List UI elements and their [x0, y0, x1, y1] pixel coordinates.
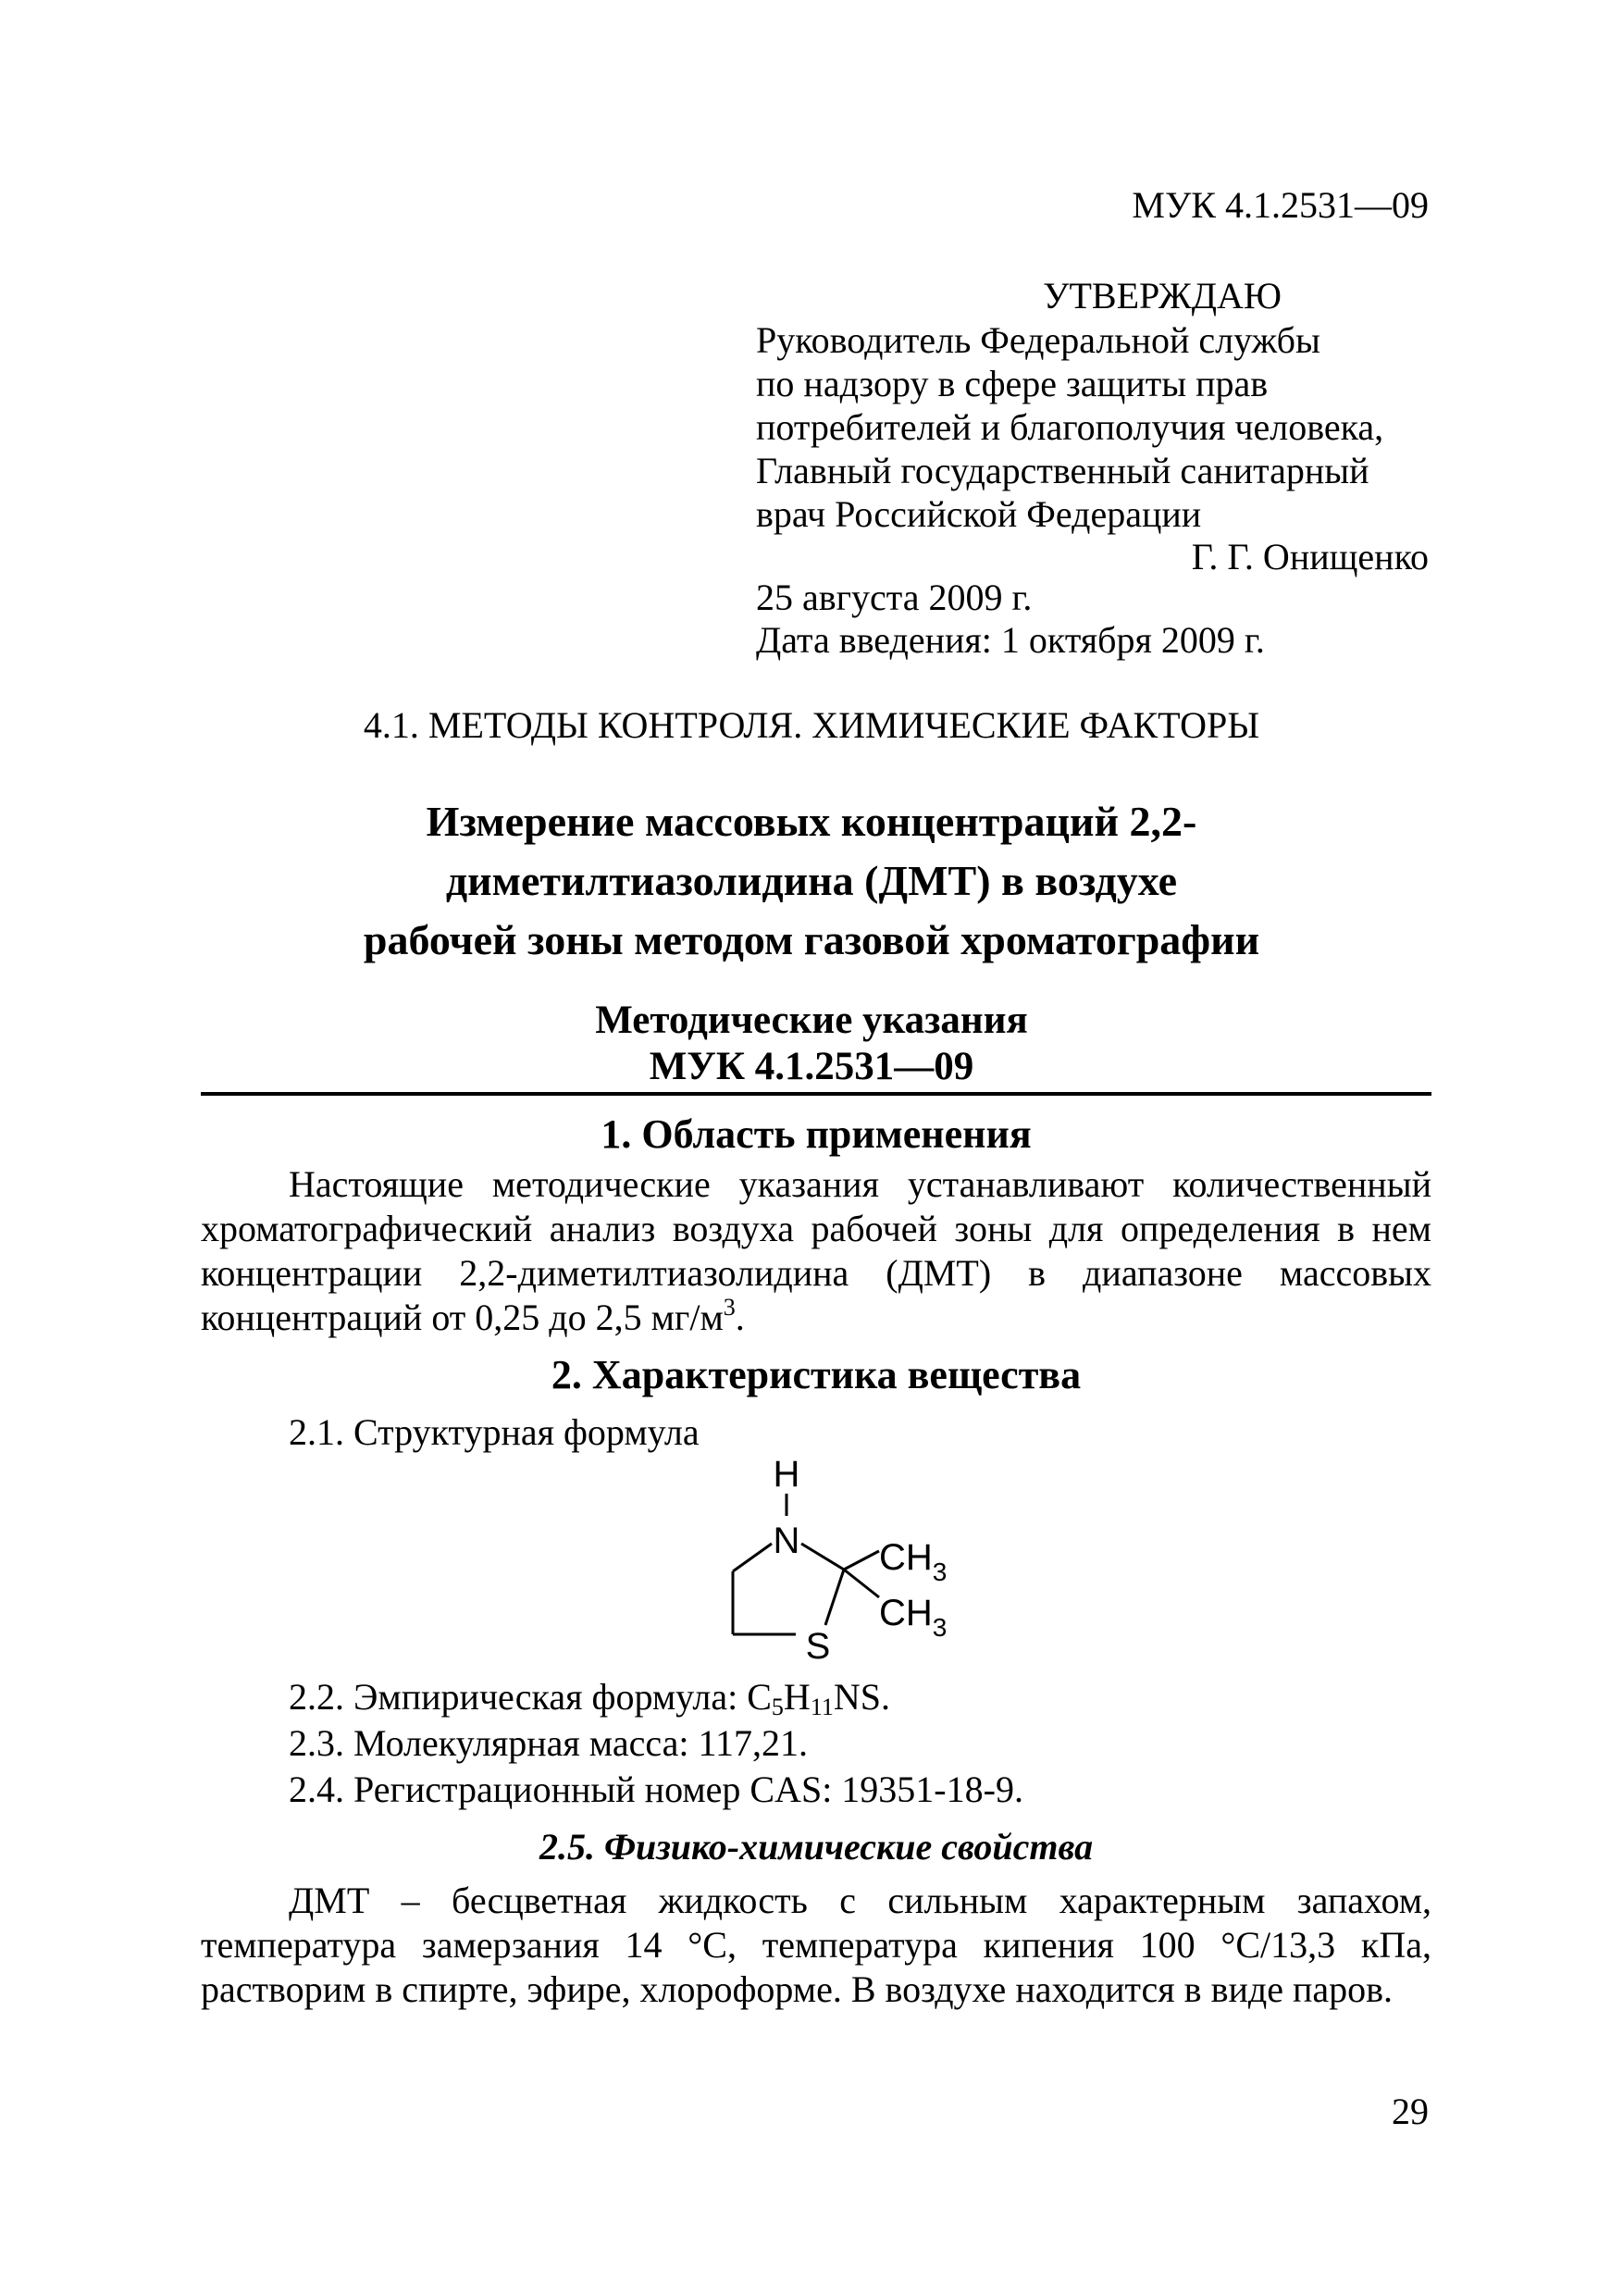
empirical-end: NS.: [833, 1676, 890, 1718]
subtitle-line: МУК 4.1.2531—09: [649, 1045, 974, 1088]
page-number: 29: [1392, 2091, 1429, 2132]
item-molecular-mass: 2.3. Молекулярная масса: 117,21.: [289, 1722, 808, 1764]
subtitle-line: Методические указания: [595, 999, 1028, 1042]
title-line: диметилтиазолидина (ДМТ) в воздухе: [445, 857, 1178, 904]
section-1-heading: 1. Область применения: [601, 1111, 1032, 1157]
section-1-paragraph: [201, 1162, 1431, 1340]
approval-line: врач Российской Федерации: [756, 493, 1202, 535]
bond-line: [801, 1544, 844, 1570]
approval-block: [756, 318, 1383, 536]
methyl-subscript: 3: [932, 1613, 948, 1642]
document-subtitle: [201, 998, 1422, 1090]
atom-s-label: S: [805, 1626, 831, 1666]
subscript: 5: [771, 1694, 784, 1720]
bond-line: [825, 1570, 844, 1625]
atom-n-label: N: [773, 1520, 800, 1561]
subscript: 11: [810, 1694, 834, 1720]
methyl-subscript: 3: [932, 1558, 948, 1586]
methyl-group-upper: [879, 1537, 947, 1586]
title-line: рабочей зоны методом газовой хроматографии: [363, 916, 1260, 963]
empirical-prefix: 2.2. Эмпирическая формула: C: [289, 1676, 772, 1718]
atom-h-label: H: [773, 1454, 800, 1495]
section-2-heading: 2. Характеристика вещества: [551, 1352, 1082, 1397]
divider-rule: [201, 1092, 1431, 1096]
bond-line: [844, 1570, 879, 1597]
approval-line: Главный государственный санитарный: [756, 450, 1369, 491]
subsection-heading: 2.5. Физико-химические свойства: [539, 1826, 1094, 1868]
methyl-group-lower: [879, 1593, 947, 1642]
section-2-paragraph: [201, 1879, 1431, 2012]
approval-date: 25 августа 2009 г.: [756, 577, 1033, 618]
item-empirical-formula: [289, 1675, 890, 1719]
unit-superscript: 3: [723, 1294, 736, 1321]
approval-line: Руководитель Федеральной службы: [756, 319, 1320, 361]
approval-label: УТВЕРЖДАЮ: [1043, 275, 1282, 316]
methyl-ch: CH: [879, 1537, 933, 1578]
bond-line: [733, 1544, 772, 1571]
document-title: [201, 792, 1422, 970]
approval-line: потребителей и благополучия человека,: [756, 406, 1384, 448]
methyl-ch: CH: [879, 1593, 933, 1633]
structural-formula-diagram: [703, 1453, 999, 1666]
bond-line: [844, 1551, 879, 1570]
paragraph-end: .: [735, 1297, 745, 1338]
section-2-text: ДМТ – бесцветная жидкость с сильным характерным запахом, температура замерзания 14 °С, температура кипения 100 °С/13,3 кПа, растворим в спирте, эфире, хлороформе. В воздухе находится в виде паров.: [201, 1880, 1431, 2010]
approval-line: по надзору в сфере защиты прав: [756, 363, 1269, 404]
effective-date: Дата введения: 1 октября 2009 г.: [756, 619, 1265, 661]
title-line: Измерение массовых концентраций 2,2-: [426, 798, 1197, 845]
empirical-h: H: [783, 1676, 811, 1718]
section-heading: 4.1. МЕТОДЫ КОНТРОЛЯ. ХИМИЧЕСКИЕ ФАКТОРЫ: [363, 704, 1260, 746]
section-1-text: Настоящие методические указания устанавливают количественный хроматографический анализ воздуха рабочей зоны для определения в нем концентрации 2,2-диметилтиазолидина (ДМТ) в диапазоне массовых концентраций от 0,25 до 2,5 мг/м: [201, 1163, 1431, 1338]
signer-name: Г. Г. Онищенко: [1191, 536, 1429, 577]
document-number: МУК 4.1.2531—09: [1132, 184, 1429, 226]
item-structural-formula: 2.1. Структурная формула: [289, 1411, 700, 1453]
item-cas-number: 2.4. Регистрационный номер CAS: 19351-18-9.: [289, 1769, 1023, 1810]
